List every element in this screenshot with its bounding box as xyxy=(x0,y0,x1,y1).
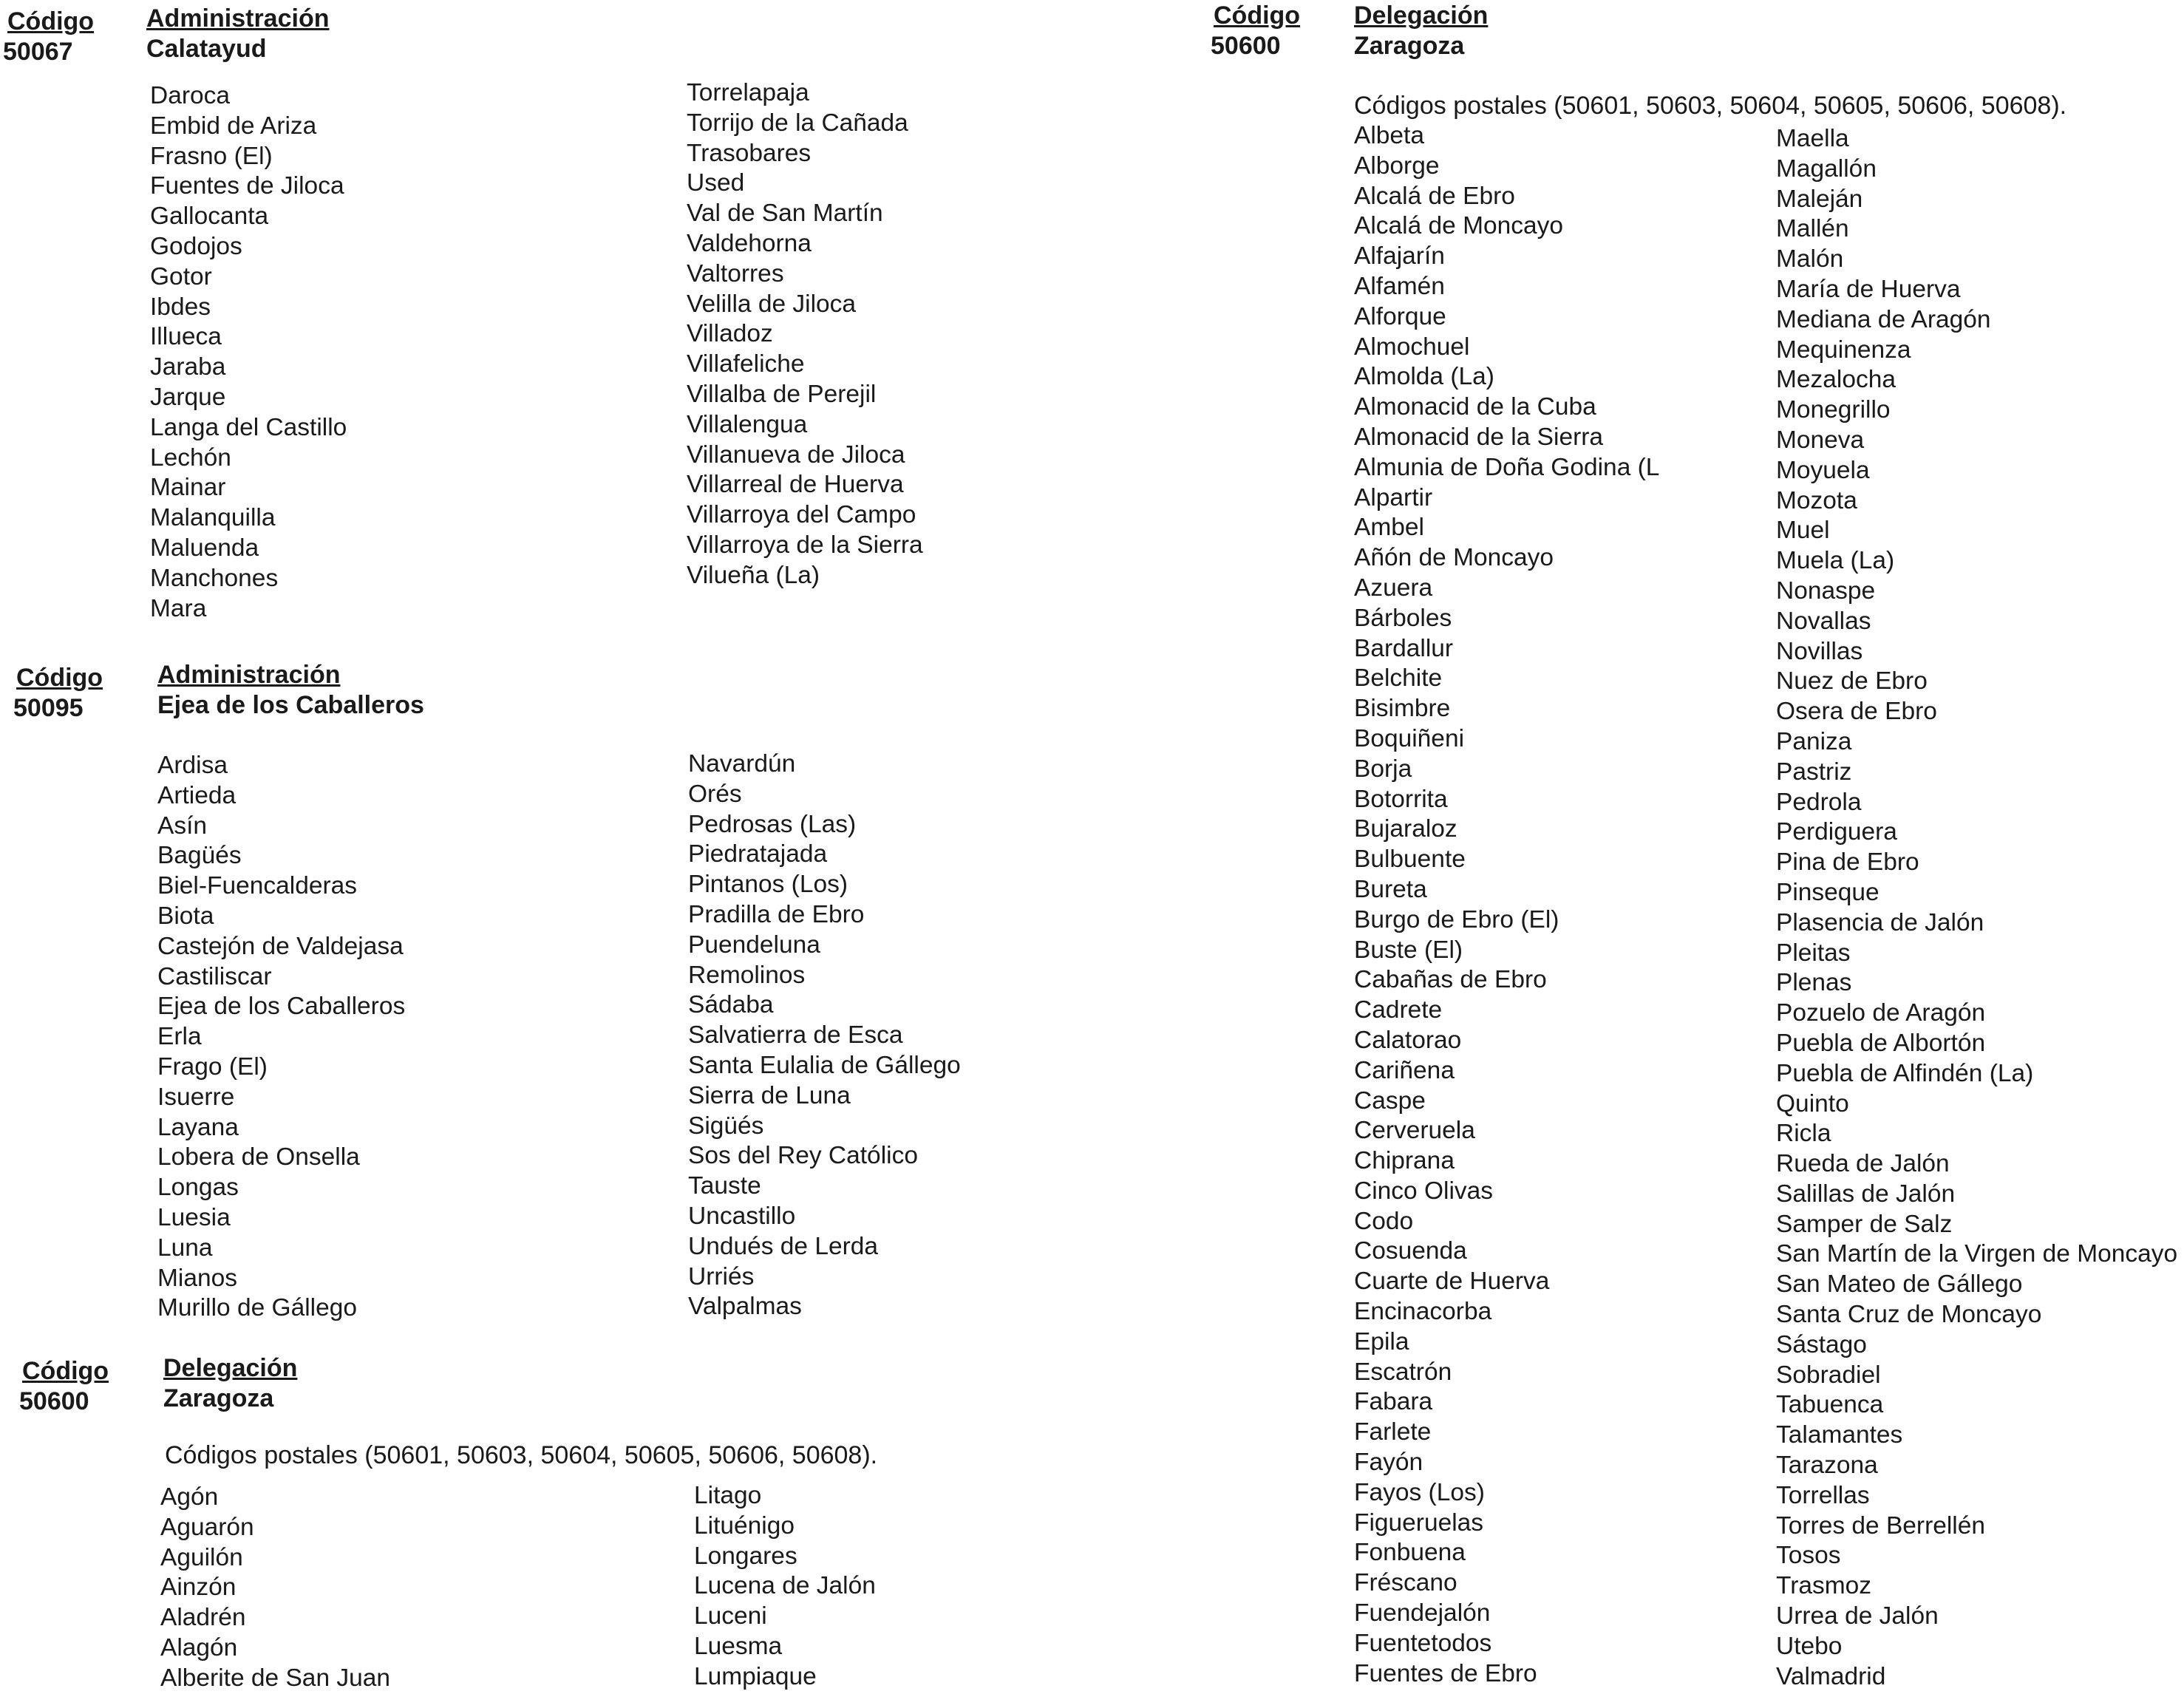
municipality-item: Maluenda xyxy=(150,534,259,562)
municipality-item: Encinacorba xyxy=(1354,1298,1492,1326)
municipality-item: Longas xyxy=(157,1174,239,1202)
municipality-list-left xyxy=(160,1483,390,1694)
postal-code: 50095 xyxy=(13,694,84,722)
municipality-item: Trasobares xyxy=(687,139,812,167)
municipality-item: Tabuenca xyxy=(1776,1391,1884,1419)
municipality-item: Jarque xyxy=(150,383,226,411)
municipality-item: Boquiñeni xyxy=(1354,724,1465,752)
municipality-item: Novallas xyxy=(1776,607,1871,635)
municipality-item: Almonacid de la Cuba xyxy=(1354,393,1596,421)
municipality-item: Pozuelo de Aragón xyxy=(1776,999,1986,1027)
municipality-item: Almochuel xyxy=(1354,333,1470,361)
municipality-item: Alcalá de Ebro xyxy=(1354,182,1515,210)
postal-code: 50600 xyxy=(1211,32,1281,60)
municipality-item: Plenas xyxy=(1776,969,1852,997)
municipality-item: Monegrillo xyxy=(1776,396,1891,424)
municipality-item: Langa del Castillo xyxy=(150,413,347,441)
municipality-item: Orés xyxy=(688,780,742,808)
office-name: Ejea de los Caballeros xyxy=(157,691,424,719)
municipality-item: Belchite xyxy=(1354,664,1443,693)
office-type-label: Delegación xyxy=(1354,1,1489,30)
code-label: Código xyxy=(16,664,103,692)
municipality-item: Valmadrid xyxy=(1776,1662,1886,1690)
municipality-item: Ardisa xyxy=(157,752,228,779)
municipality-item: Buste (El) xyxy=(1354,936,1463,964)
municipality-item: Perdiguera xyxy=(1776,818,1897,846)
municipality-item: Novillas xyxy=(1776,637,1863,665)
municipality-item: Samper de Salz xyxy=(1776,1210,1953,1238)
municipality-item: Muela (La) xyxy=(1776,547,1895,575)
municipality-item: Layana xyxy=(157,1113,239,1141)
municipality-item: Piedratajada xyxy=(688,840,828,868)
municipality-item: Moneva xyxy=(1776,426,1865,454)
municipality-item: Alforque xyxy=(1354,302,1446,330)
office-name: Calatayud xyxy=(146,35,267,63)
municipality-item: Godojos xyxy=(150,232,242,260)
municipality-item: Uncastillo xyxy=(688,1202,796,1230)
postal-codes-note: Códigos postales (50601, 50603, 50604, 50605, 50606, 50608). xyxy=(165,1441,878,1469)
municipality-item: Valpalmas xyxy=(688,1293,802,1321)
municipality-item: Villafeliche xyxy=(687,350,805,378)
municipality-item: Pedrola xyxy=(1776,788,1862,816)
municipality-item: Osera de Ebro xyxy=(1776,698,1937,726)
municipality-item: Lobera de Onsella xyxy=(157,1143,360,1171)
municipality-item: Salillas de Jalón xyxy=(1776,1180,1956,1208)
municipality-item: Gotor xyxy=(150,262,212,290)
municipality-item: Torrellas xyxy=(1776,1481,1870,1509)
municipality-item: Illueca xyxy=(150,323,222,351)
code-label: Código xyxy=(1214,1,1301,30)
municipality-item: Pedrosas (Las) xyxy=(688,810,857,838)
municipality-item: Burgo de Ebro (El) xyxy=(1354,905,1559,933)
municipality-item: Castejón de Valdejasa xyxy=(157,932,404,960)
municipality-item: Agón xyxy=(160,1483,219,1511)
municipality-item: Sos del Rey Católico xyxy=(688,1142,918,1170)
municipality-item: Moyuela xyxy=(1776,456,1870,484)
municipality-list-right xyxy=(694,1481,876,1693)
municipality-item: Alberite de San Juan xyxy=(160,1664,391,1692)
municipality-item: Lucena de Jalón xyxy=(694,1572,876,1600)
municipality-item: Alfajarín xyxy=(1354,242,1445,271)
municipality-item: Santa Eulalia de Gállego xyxy=(688,1051,961,1079)
municipality-item: Quinto xyxy=(1776,1089,1849,1118)
municipality-item: Villadoz xyxy=(687,320,773,348)
municipality-item: Villanueva de Jiloca xyxy=(687,440,905,469)
municipality-item: Fabara xyxy=(1354,1388,1433,1416)
municipality-item: Alfamén xyxy=(1354,272,1445,300)
municipality-item: Santa Cruz de Moncayo xyxy=(1776,1301,2042,1329)
municipality-list-right xyxy=(688,749,961,1322)
municipality-item: Mediana de Aragón xyxy=(1776,305,1991,333)
municipality-item: Artieda xyxy=(157,781,237,809)
municipality-item: Bárboles xyxy=(1354,604,1452,632)
municipality-item: Puebla de Alfindén (La) xyxy=(1776,1059,2034,1087)
municipality-item: Mozota xyxy=(1776,486,1857,514)
municipality-item: Ibdes xyxy=(150,293,211,321)
municipality-item: Luceni xyxy=(694,1602,767,1630)
municipality-item: Ainzón xyxy=(160,1574,237,1602)
postal-code: 50067 xyxy=(3,38,73,66)
municipality-item: Farlete xyxy=(1354,1418,1432,1446)
municipality-item: Luesia xyxy=(157,1203,231,1231)
municipality-item: Alborge xyxy=(1354,152,1440,180)
municipality-item: Sádaba xyxy=(688,991,774,1019)
municipality-item: Erla xyxy=(157,1023,202,1051)
municipality-item: Navardún xyxy=(688,750,796,778)
municipality-item: Alcalá de Moncayo xyxy=(1354,212,1564,240)
municipality-item: Azuera xyxy=(1354,574,1433,602)
municipality-item: Mainar xyxy=(150,474,226,502)
municipality-item: Mequinenza xyxy=(1776,336,1911,364)
municipality-item: Aladrén xyxy=(160,1604,246,1632)
municipality-item: Alpartir xyxy=(1354,483,1433,511)
municipality-item: Lituénigo xyxy=(694,1511,795,1540)
municipality-item: San Martín de la Virgen de Moncayo xyxy=(1776,1240,2178,1268)
municipality-item: Sierra de Luna xyxy=(688,1081,851,1109)
municipality-item: Puebla de Albortón xyxy=(1776,1029,1986,1057)
municipality-item: Salvatierra de Esca xyxy=(688,1021,903,1050)
office-name: Zaragoza xyxy=(1354,32,1465,60)
municipality-item: Cosuenda xyxy=(1354,1237,1467,1265)
municipality-item: Malón xyxy=(1776,245,1844,273)
municipality-item: Caspe xyxy=(1354,1086,1426,1115)
municipality-item: Valdehorna xyxy=(687,229,812,257)
municipality-item: Bujaraloz xyxy=(1354,815,1457,843)
municipality-item: Pintanos (Los) xyxy=(688,871,848,899)
municipality-item: Murillo de Gállego xyxy=(157,1294,357,1322)
municipality-item: Plasencia de Jalón xyxy=(1776,908,1984,936)
municipality-item: Botorrita xyxy=(1354,785,1448,813)
municipality-item: Cinco Olivas xyxy=(1354,1177,1494,1205)
municipality-item: Lechón xyxy=(150,443,231,472)
office-name: Zaragoza xyxy=(163,1384,274,1412)
municipality-item: Ejea de los Caballeros xyxy=(157,993,406,1021)
municipality-item: Longares xyxy=(694,1542,797,1570)
municipality-item: Villarroya del Campo xyxy=(687,501,916,529)
municipality-item: Biota xyxy=(157,902,214,930)
postal-code: 50600 xyxy=(19,1387,89,1415)
municipality-item: Pleitas xyxy=(1776,939,1851,967)
municipality-item: Utebo xyxy=(1776,1632,1843,1660)
municipality-item: Castiliscar xyxy=(157,962,272,990)
municipality-item: Isuerre xyxy=(157,1083,235,1111)
municipality-item: Fuentes de Jiloca xyxy=(150,172,344,200)
municipality-item: Fonbuena xyxy=(1354,1539,1466,1567)
code-label: Código xyxy=(7,7,95,35)
municipality-item: Jaraba xyxy=(150,353,226,381)
municipality-item: Codo xyxy=(1354,1207,1414,1235)
municipality-item: Gallocanta xyxy=(150,203,269,231)
municipality-item: Maleján xyxy=(1776,185,1863,213)
municipality-item: Mianos xyxy=(157,1264,237,1292)
municipality-item: Villarroya de la Sierra xyxy=(687,531,923,559)
municipality-item: Pina de Ebro xyxy=(1776,848,1919,877)
municipality-item: Almonacid de la Sierra xyxy=(1354,423,1604,451)
municipality-item: Pradilla de Ebro xyxy=(688,900,865,928)
municipality-item: Chiprana xyxy=(1354,1147,1455,1175)
municipality-item: Val de San Martín xyxy=(687,200,883,228)
municipality-item: Magallón xyxy=(1776,154,1877,183)
municipality-item: Mara xyxy=(150,594,207,622)
municipality-item: Bulbuente xyxy=(1354,846,1466,874)
municipality-item: Sigüés xyxy=(688,1112,764,1140)
municipality-item: Epila xyxy=(1354,1327,1409,1355)
municipality-item: Malanquilla xyxy=(150,504,276,532)
municipality-item: Used xyxy=(687,169,745,197)
municipality-item: Rueda de Jalón xyxy=(1776,1150,1950,1178)
municipality-list-right xyxy=(687,78,923,591)
municipality-item: Tosos xyxy=(1776,1542,1841,1570)
municipality-item: Luesma xyxy=(694,1632,783,1660)
postal-codes-note: Códigos postales (50601, 50603, 50604, 50605, 50606, 50608). xyxy=(1354,92,2067,120)
municipality-item: Cabañas de Ebro xyxy=(1354,966,1547,994)
municipality-item: Frago (El) xyxy=(157,1052,268,1081)
municipality-item: Daroca xyxy=(150,82,230,109)
municipality-item: Fuentes de Ebro xyxy=(1354,1659,1537,1687)
municipality-item: Muel xyxy=(1776,517,1830,545)
municipality-item: Tauste xyxy=(688,1172,761,1200)
municipality-item: Luna xyxy=(157,1234,213,1262)
municipality-item: Bagüés xyxy=(157,842,242,870)
municipality-item: Sástago xyxy=(1776,1330,1867,1358)
municipality-item: Calatorao xyxy=(1354,1026,1462,1054)
municipality-item: Cariñena xyxy=(1354,1056,1455,1084)
municipality-item: Borja xyxy=(1354,755,1412,783)
municipality-item: Valtorres xyxy=(687,259,784,288)
municipality-item: Biel-Fuencalderas xyxy=(157,872,357,900)
municipality-item: Torrelapaja xyxy=(687,79,809,106)
municipality-item: Albeta xyxy=(1354,122,1424,149)
municipality-item: Asín xyxy=(157,812,208,840)
municipality-item: Bardallur xyxy=(1354,634,1454,662)
municipality-item: Villalba de Perejil xyxy=(687,380,877,408)
municipality-item: Lumpiaque xyxy=(694,1662,817,1690)
municipality-item: Nonaspe xyxy=(1776,576,1876,605)
municipality-item: Pastriz xyxy=(1776,758,1852,786)
municipality-list-left xyxy=(150,81,347,624)
municipality-item: Embid de Ariza xyxy=(150,112,317,140)
municipality-item: Tarazona xyxy=(1776,1452,1878,1480)
municipality-item: Pinseque xyxy=(1776,878,1879,906)
municipality-item: Sobradiel xyxy=(1776,1361,1881,1389)
municipality-item: Aguarón xyxy=(160,1513,254,1541)
municipality-item: Alagón xyxy=(160,1633,238,1661)
municipality-item: Mallén xyxy=(1776,215,1849,243)
municipality-item: Nuez de Ebro xyxy=(1776,667,1928,695)
office-type-label: Delegación xyxy=(163,1354,298,1382)
municipality-item: Remolinos xyxy=(688,961,806,989)
municipality-item: Talamantes xyxy=(1776,1421,1903,1449)
municipality-item: Figueruelas xyxy=(1354,1508,1484,1537)
municipality-item: Fréscano xyxy=(1354,1569,1457,1597)
municipality-item: Fuendejalón xyxy=(1354,1599,1491,1627)
municipality-item: Undués de Lerda xyxy=(688,1232,879,1260)
municipality-item: Fayos (Los) xyxy=(1354,1478,1485,1506)
municipality-item: María de Huerva xyxy=(1776,275,1961,303)
municipality-item: Cerveruela xyxy=(1354,1117,1475,1145)
municipality-item: Añón de Moncayo xyxy=(1354,544,1554,572)
municipality-item: Bureta xyxy=(1354,875,1427,903)
municipality-item: Fayón xyxy=(1354,1449,1423,1477)
municipality-item: Velilla de Jiloca xyxy=(687,290,857,318)
municipality-item: Ambel xyxy=(1354,514,1424,542)
municipality-item: Villalengua xyxy=(687,410,808,438)
municipality-item: Urriés xyxy=(688,1262,755,1290)
office-type-label: Administración xyxy=(157,661,341,689)
municipality-item: Paniza xyxy=(1776,727,1852,755)
municipality-item: Almunia de Doña Godina (L xyxy=(1354,453,1660,481)
municipality-item: Villarreal de Huerva xyxy=(687,471,904,499)
code-label: Código xyxy=(22,1357,109,1385)
municipality-item: Trasmoz xyxy=(1776,1572,1872,1600)
municipality-item: Manchones xyxy=(150,564,279,592)
municipality-list-left xyxy=(157,751,405,1324)
municipality-item: Escatrón xyxy=(1354,1358,1452,1386)
municipality-item: Torrijo de la Cañada xyxy=(687,109,908,137)
municipality-item: Torres de Berrellén xyxy=(1776,1511,1986,1540)
municipality-item: Almolda (La) xyxy=(1354,363,1494,391)
municipality-item: Mezalocha xyxy=(1776,366,1896,394)
municipality-item: Maella xyxy=(1776,125,1849,152)
municipality-item: Ricla xyxy=(1776,1120,1831,1148)
municipality-item: Urrea de Jalón xyxy=(1776,1602,1939,1630)
municipality-item: Vilueña (La) xyxy=(687,561,820,589)
municipality-item: Frasno (El) xyxy=(150,142,273,170)
municipality-item: Aguilón xyxy=(160,1543,243,1571)
municipality-item: Cuarte de Huerva xyxy=(1354,1268,1550,1296)
municipality-item: Puendeluna xyxy=(688,931,820,959)
office-type-label: Administración xyxy=(146,4,330,33)
municipality-item: Cadrete xyxy=(1354,996,1443,1024)
municipality-list-left xyxy=(1354,121,1659,1689)
municipality-item: Litago xyxy=(694,1482,762,1509)
municipality-list-right xyxy=(1776,124,2177,1692)
municipality-item: San Mateo de Gállego xyxy=(1776,1270,2023,1299)
municipality-item: Bisimbre xyxy=(1354,695,1451,723)
municipality-item: Fuentetodos xyxy=(1354,1629,1492,1657)
